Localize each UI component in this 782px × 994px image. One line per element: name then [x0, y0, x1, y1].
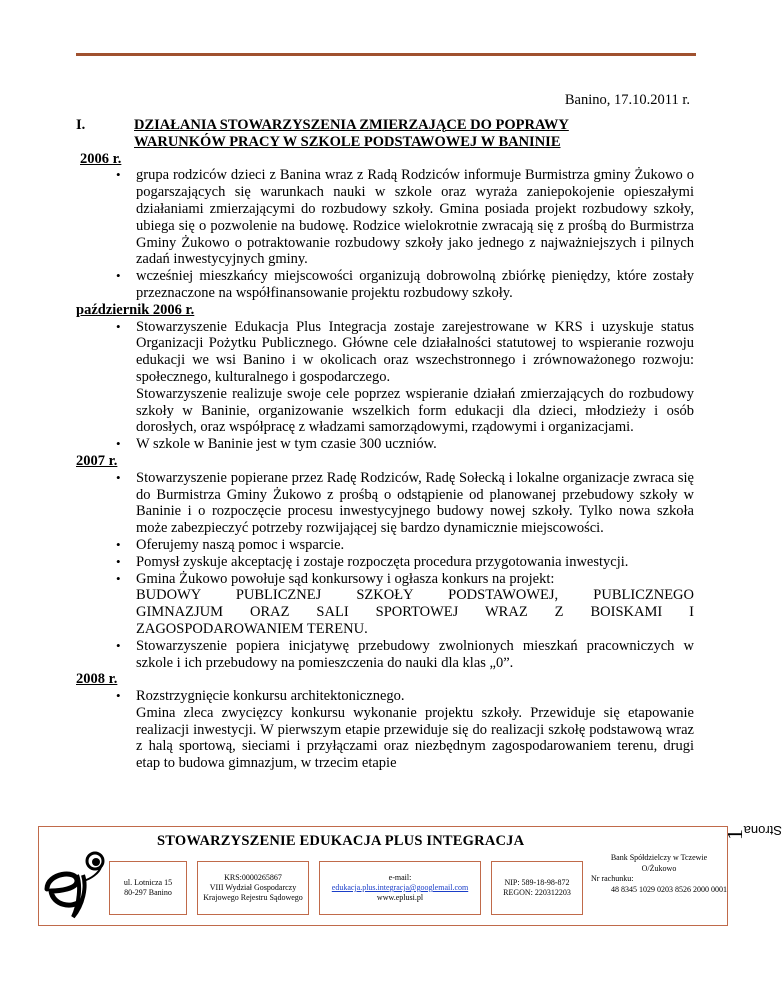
section-heading	[76, 117, 694, 151]
list-item: • wcześniej mieszkańcy miejscowości organizują dobrowolną zbiórkę pieniędzy, które zostały przeznaczone na współfinansowanie projektu rozbudowy szkoły.	[76, 268, 694, 302]
page-number: 1	[722, 829, 747, 840]
email-link[interactable]: edukacja.plus.integracja@googlemail.com	[331, 883, 469, 892]
krs-number: KRS:0000265867	[224, 873, 282, 882]
competition-title-line1: BUDOWY PUBLICZNEJ SZKOŁY PODSTAWOWEJ, PUBLICZNEGO	[136, 587, 694, 604]
contact-box	[319, 861, 481, 915]
organization-name: STOWARZYSZENIE EDUKACJA PLUS INTEGRACJA	[157, 833, 525, 849]
page-label-word: Strona	[743, 823, 782, 838]
list-item: • Pomysł zyskuje akceptację i zostaje rozpoczęta procedura przygotowania inwestycji.	[76, 554, 694, 571]
address-street: ul. Lotnicza 15	[123, 878, 173, 887]
header-rule	[76, 53, 696, 56]
section-number: I.	[76, 117, 86, 133]
list-item: • Rozstrzygnięcie konkursu architektonicznego.	[76, 688, 694, 705]
year-heading-2008: 2008 r.	[76, 671, 118, 688]
list-item: • Stowarzyszenie popiera inicjatywę przebudowy zwolnionych mieszkań pracowniczych w szkole i ich przebudowy na pomieszczenia do nauki dla klas „0”.	[76, 638, 694, 672]
list-2007-b	[76, 638, 694, 672]
list-2007	[76, 470, 694, 588]
krs-court: VIII Wydział Gospodarczy	[209, 883, 297, 892]
list-2008	[76, 688, 694, 705]
address-box	[109, 861, 187, 915]
list-item: • Stowarzyszenie Edukacja Plus Integracja zostaje zarejestrowane w KRS i uzyskuje status Organizacji Pożytku Publicznego. Główne cele działalności statutowej to wspieranie rozwoju edukacji we wsi Banino i w okolicach oraz wszechstronnego i zrównoważonego rozwoju: społecznego, kulturalnego i gospodarczego.	[76, 319, 694, 386]
email-label: e-mail:	[388, 873, 412, 882]
list-oct-2006	[76, 319, 694, 386]
organization-logo-icon	[37, 845, 115, 921]
krs-box	[197, 861, 309, 915]
tax-box	[491, 861, 583, 915]
list-item: • Stowarzyszenie popierane przez Radę Rodziców, Radę Sołecką i lokalne organizacje zwraca się do Burmistrza Gminy Żukowo z prośbą o odstąpienie od planowanej przebudowy szkoły w Baninie i o rozpoczęcie procesu inwestycyjnego budowy nowej szkoły. Tylko nowa szkoła może zabezpieczyć potrzeby rozwijającej się bardzo dynamicznie miejscowości.	[76, 470, 694, 537]
bank-info	[591, 853, 727, 895]
competition-title-line3: ZAGOSPODAROWANIEM TERENU.	[136, 620, 368, 637]
regon-number: REGON: 220312203	[503, 888, 571, 897]
section-title-line1: DZIAŁANIA STOWARZYSZENIA ZMIERZAJĄCE DO POPRAWY	[134, 117, 569, 133]
year-heading-2006: 2006 r.	[80, 150, 122, 167]
letterhead-footer	[38, 826, 728, 926]
list-item: • Oferujemy naszą pomoc i wsparcie.	[76, 537, 694, 554]
paragraph-continuation: Gmina zleca zwycięzcy konkursu wykonanie projektu szkoły. Przewiduje się etapowanie realizacji inwestycji. W pierwszym etapie przewiduje się do realizacji szkołę podstawową wraz z halą sportową, sieciami i przyłączami oraz niezbędnym zagospodarowaniem terenu, drugi etap to budowa gimnazjum, w trzecim etapie	[136, 704, 694, 772]
list-item: • Gmina Żukowo powołuje sąd konkursowy i ogłasza konkurs na projekt:	[76, 571, 694, 588]
competition-title-line2: GIMNAZJUM ORAZ SALI SPORTOWEJ WRAZ Z BOISKAMI I	[136, 604, 694, 621]
krs-register: Krajowego Rejestru Sądowego	[203, 893, 303, 902]
document-body	[76, 117, 694, 772]
address-city: 80-297 Banino	[124, 888, 172, 897]
bank-branch: O/Żukowo	[641, 863, 677, 873]
account-label: Nr rachunku:	[591, 874, 634, 883]
document-date: Banino, 17.10.2011 r.	[564, 92, 690, 108]
account-number: 48 8345 1029 0203 8526 2000 0001	[611, 884, 727, 894]
year-heading-2007: 2007 r.	[76, 452, 118, 469]
nip-number: NIP: 589-18-98-872	[504, 878, 570, 887]
website-text: www.eplusi.pl	[376, 893, 424, 902]
list-item: • W szkole w Baninie jest w tym czasie 300 uczniów.	[76, 436, 694, 453]
list-item: • grupa rodziców dzieci z Banina wraz z Radą Rodziców informuje Burmistrza gminy Żukowo o pogarszających się warunkach nauki w szkole oraz wyraża zaniepokojenie opieszałymi działaniami zmierzającymi do rozbudowy szkoły. Gmina posiada projekt rozbudowy szkoły, ubiega się o pozwolenie na budowę. Rodzice wielokrotnie zwracają się z prośbą do Burmistrza Gminy Żukowo o potraktowanie rozbudowy szkoły jako jednego z najważniejszych i pilnych zadań inwestycyjnych gminy.	[76, 167, 694, 268]
list-oct-2006-b	[76, 436, 694, 453]
paragraph-continuation: Stowarzyszenie realizuje swoje cele poprzez wspieranie działań zmierzających do rozbudowy szkoły w Baninie, organizowanie wszelkich form edukacji dla dzieci, młodzieży i osób dorosłych, oraz współpracę z władzami samorządowymi, rządowymi i organizacjami.	[136, 385, 694, 436]
section-title-line2: WARUNKÓW PRACY W SZKOLE PODSTAWOWEJ W BANINIE	[134, 133, 561, 150]
list-2006	[76, 167, 694, 301]
bank-name: Bank Spółdzielczy w Tczewie	[610, 853, 708, 862]
year-heading-oct-2006: październik 2006 r.	[76, 301, 195, 318]
